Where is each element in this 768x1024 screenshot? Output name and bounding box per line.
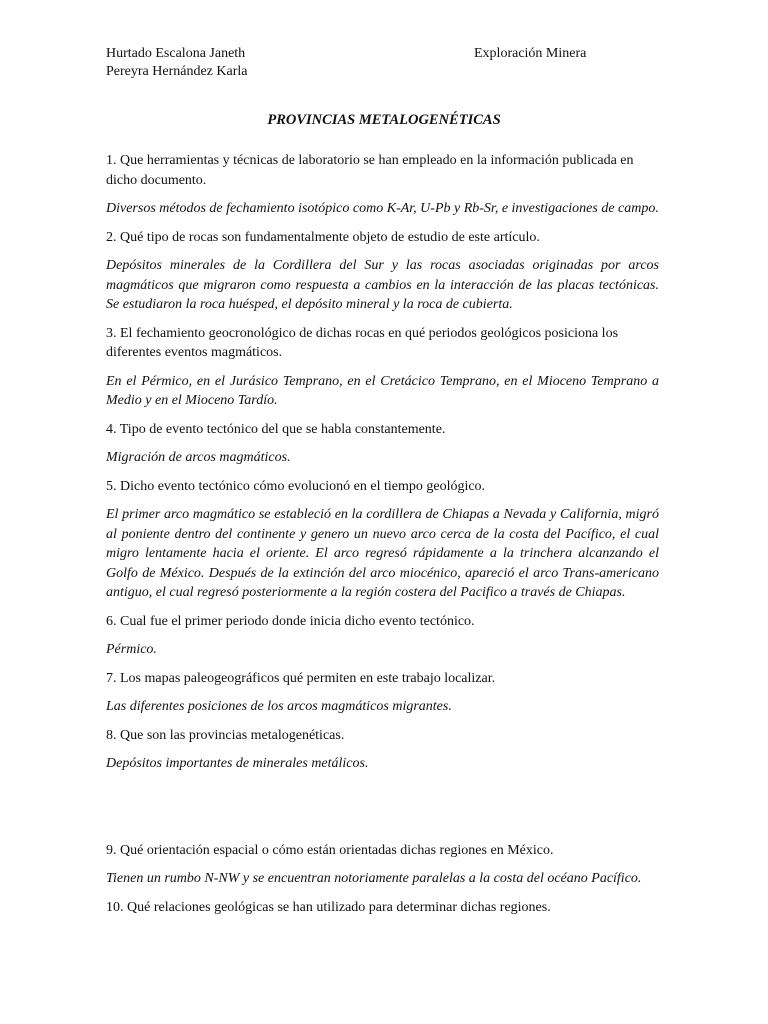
author-name: Pereyra Hernández Karla: [106, 64, 248, 79]
author-name: Hurtado Escalona Janeth: [106, 46, 246, 61]
questions-list: [106, 151, 659, 926]
question-text: 9. Qué orientación espacial o cómo están orientadas dichas regiones en México.: [106, 842, 554, 858]
question-text: 10. Qué relaciones geológicas se han utilizado para determinar dichas regiones.: [106, 899, 551, 915]
document-title: PROVINCIAS METALOGENÉTICAS: [267, 112, 501, 128]
answer-text: El primer arco magmático se estableció en la cordillera de Chiapas a Nevada y California, migró al poniente dentro del continente y genero un nuevo arco cerca de la costa del Pacífico, el cual migro lentamente hacia el oriente. El arco regresó rápidamente a la trinchera alcanzando el Golfo de México. Después de la extinción del arco miocénico, apareció el arco Trans-americano antiguo, el cual regresó posteriormente a la región costera del Pacifico a través de Chiapas.: [106, 507, 659, 600]
question-text: 3. El fechamiento geocronológico de dichas rocas en qué periodos geológicos posiciona los diferentes eventos magmáticos.: [106, 325, 619, 360]
question-text: 1. Que herramientas y técnicas de laboratorio se han empleado en la información publicada en dicho documento.: [106, 153, 634, 188]
question-text: 6. Cual fue el primer periodo donde inicia dicho evento tectónico.: [106, 613, 475, 629]
answer-text: Pérmico.: [106, 642, 157, 657]
question-text: 4. Tipo de evento tectónico del que se habla constantemente.: [106, 421, 446, 437]
answer-text: Las diferentes posiciones de los arcos magmáticos migrantes.: [106, 699, 452, 714]
answer-text: Tienen un rumbo N-NW y se encuentran notoriamente paralelas a la costa del océano Pacífico.: [106, 871, 642, 886]
question-text: 5. Dicho evento tectónico cómo evolucionó en el tiempo geológico.: [106, 478, 486, 494]
question-text: 2. Qué tipo de rocas son fundamentalmente objeto de estudio de este artículo.: [106, 229, 540, 245]
answer-text: Migración de arcos magmáticos.: [106, 450, 291, 465]
answer-text: En el Pérmico, en el Jurásico Temprano, en el Cretácico Temprano, en el Mioceno Temprano a Medio y en el Mioceno Tardío.: [106, 373, 659, 408]
question-text: 7. Los mapas paleogeográficos qué permiten en este trabajo localizar.: [106, 670, 496, 686]
course-subject: Exploración Minera: [474, 46, 587, 61]
answer-text: Depósitos importantes de minerales metálicos.: [106, 756, 369, 771]
authors-block: [106, 45, 247, 81]
blank-space: [106, 783, 659, 841]
answer-text: Depósitos minerales de la Cordillera del Sur y las rocas asociadas originadas por arcos magmáticos que migraron como respuesta a cambios en la interacción de las placas tectónicas. Se estudiaron la roca huésped, el depósito mineral y la roca de cubierta.: [106, 258, 659, 312]
question-text: 8. Que son las provincias metalogenéticas.: [106, 727, 345, 743]
answer-text: Diversos métodos de fechamiento isotópico como K-Ar, U-Pb y Rb-Sr, e investigaciones de campo.: [106, 201, 659, 216]
